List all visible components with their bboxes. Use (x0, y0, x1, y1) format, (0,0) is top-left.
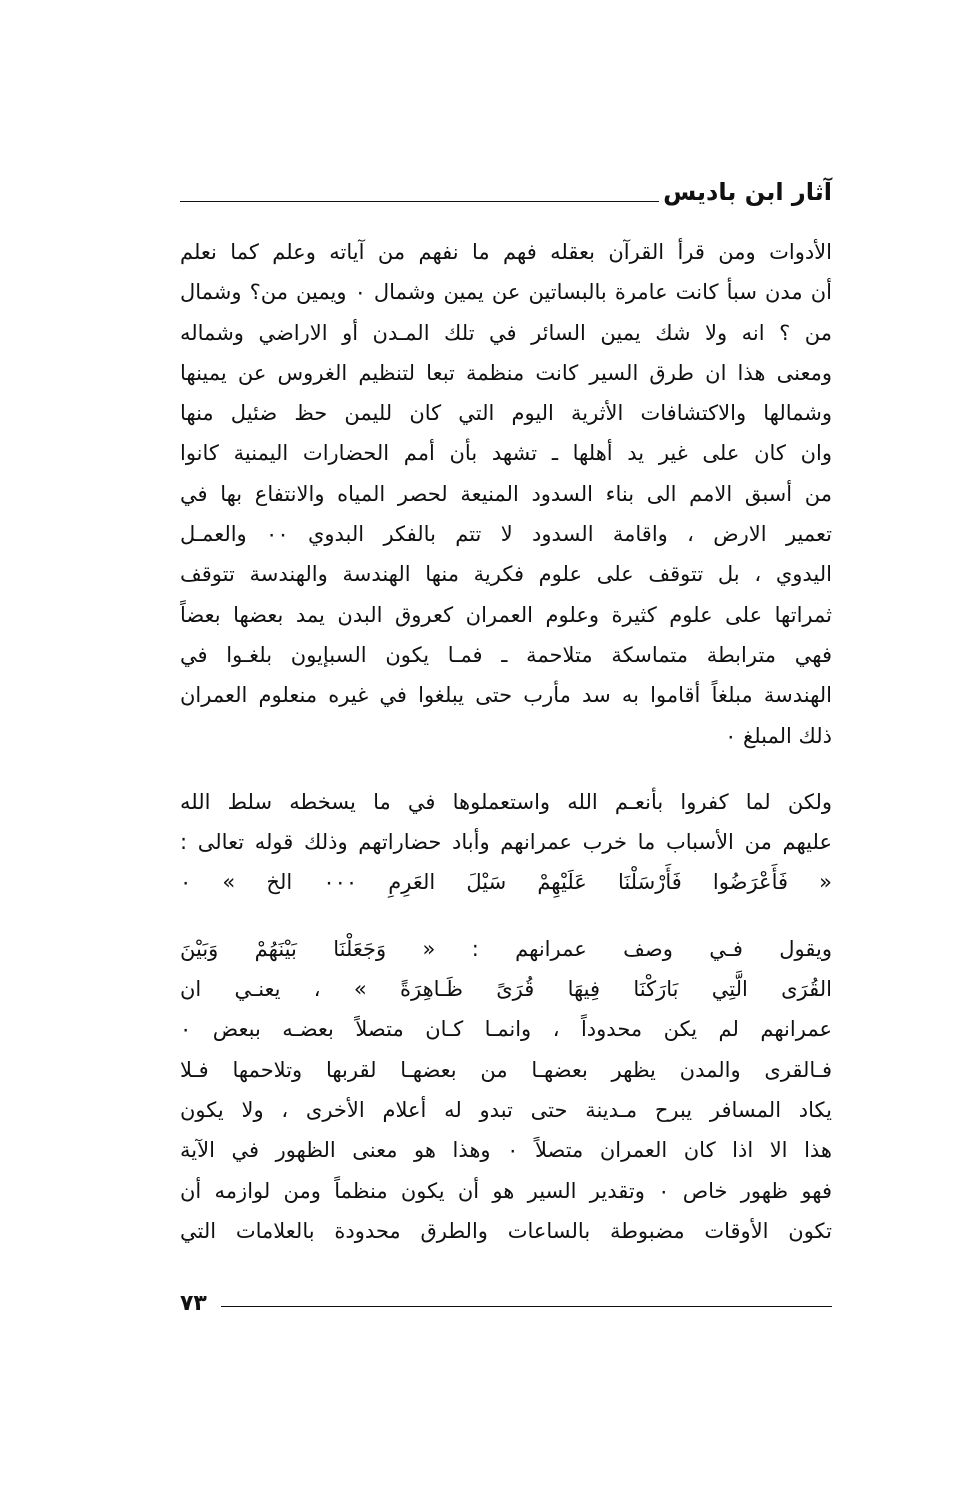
text-line: فـالقرى والمدن يظهر بعضهـا من بعضهـا لقربها وتلاحمها فـلا (180, 1057, 832, 1082)
text-line: من ؟ انه ولا شك يمين السائر في تلك المـدن أو الاراضي وشماله (180, 320, 832, 345)
text-line: ويقول فـي وصف عمرانهم : « وَجَعَلْنَا بَيْنَهُمْ وَبَيْنَ (180, 936, 832, 961)
paragraph-1 (180, 232, 832, 756)
text-line: فهي مترابطة متماسكة متلاحمة ـ فمـا يكون السبإيون بلغـوا في (180, 642, 832, 667)
text-line: الأدوات ومن قرأ القرآن بعقله فهم ما نفهم من آياته وعلم كما نعلم (180, 240, 832, 264)
text-line: من أسبق الامم الى بناء السدود المنيعة لحصر المياه والانتفاع بها في (180, 481, 832, 506)
text-line: ومعنى هذا ان طرق السير كانت منظمة تبعا لتنظيم الغروس عن يمينها (180, 360, 832, 385)
text-line: تعمير الارض ، واقامة السدود لا تتم بالفكر البدوي ٠٠ والعمـل (180, 522, 832, 547)
text-line: عمرانهم لم يكن محدوداً ، وانمـا كـان متصلاً بعضـه ببعض ٠ (180, 1017, 832, 1042)
header-rule (180, 201, 659, 202)
text-line: هذا الا اذا كان العمران متصلاً ٠ وهذا هو معنى الظهور في الآية (180, 1138, 832, 1163)
paragraph-gap (180, 903, 832, 929)
text-line: ثمراتها على علوم كثيرة وعلوم العمران كعروق البدن يمد بعضها بعضاً (180, 602, 832, 627)
paragraph-2 (180, 782, 832, 903)
text-line: وشمالها والاكتشافات الأثرية اليوم التي كان لليمن حظ ضئيل منها (180, 401, 832, 426)
paragraph-3 (180, 929, 832, 1251)
text-line: أن مدن سبأ كانت عامرة بالبساتين عن يمين وشمال ٠ ويمين من؟ وشمال (180, 280, 832, 305)
running-header (180, 168, 832, 208)
text-line: ولكن لما كفروا بأنعـم الله واستعملوها في ما يسخطه سلط الله (180, 789, 832, 814)
text-line: اليدوي ، بل تتوقف على علوم فكرية منها الهندسة والهندسة تتوقف (180, 562, 832, 587)
text-line: عليهم من الأسباب ما خرب عمرانهم وأباد حضاراتهم وذلك قوله تعالى : (180, 830, 832, 855)
text-line: وان كان على غير يد أهلها ـ تشهد بأن أمم الحضارات اليمنية كانوا (180, 441, 832, 466)
quran-verse-line: « فَأَعْرَضُوا فَأَرْسَلْنَا عَلَيْهِمْ سَيْلَ العَرِمِ ٠٠٠ الخ » ٠ (180, 870, 832, 895)
text-line: ذلك المبلغ ٠ (725, 723, 832, 748)
footer-rule (221, 1306, 832, 1307)
paragraph-gap (180, 756, 832, 782)
page-number: ٧٣ (180, 1290, 207, 1316)
body-text (180, 232, 832, 1251)
text-line: تكون الأوقات مضبوطة بالساعات والطرق محدودة بالعلامات التي (180, 1218, 832, 1243)
running-header-title: آثار ابن باديس (663, 178, 832, 206)
text-line: فهو ظهور خاص ٠ وتقدير السير هو أن يكون منظماً ومن لوازمه أن (180, 1178, 832, 1203)
text-line: يكاد المسافر يبرح مـدينة حتى تبدو له أعلام الأخرى ، ولا يكون (180, 1097, 832, 1122)
page-footer (180, 1288, 832, 1318)
text-line: الهندسة مبلغاً أقاموا به سد مأرب حتى يبلغوا في غيره منعلوم العمران (180, 683, 832, 708)
quran-verse-line: القُرَى الَّتِي بَارَكْنَا فِيهَا قُرَىً ظَـاهِرَةً » ، يعنـي ان (180, 977, 832, 1002)
